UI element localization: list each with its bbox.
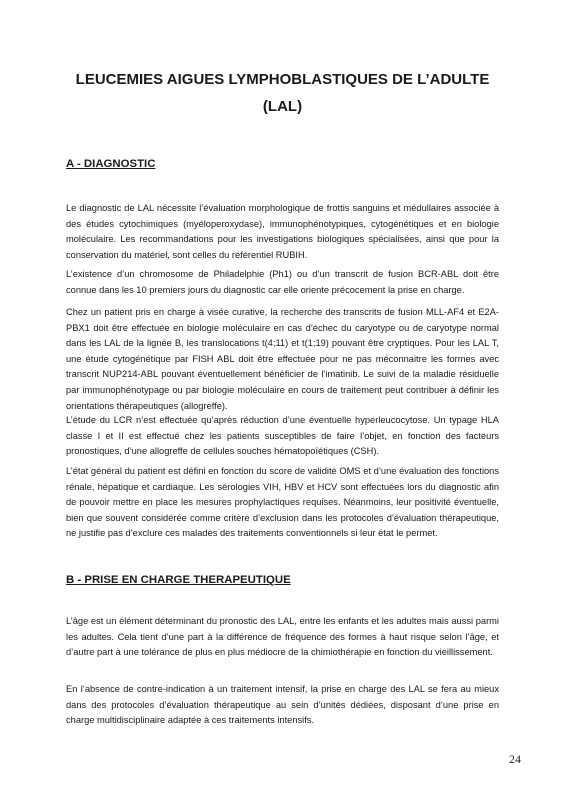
document-title <box>40 66 525 120</box>
paragraph-therapeutique-1: L’âge est un élément déterminant du pronostic des LAL, entre les enfants et les adultes mais aussi parmi les adultes. Cela tient d’une part à la différence de fréquence des formes à haut risque selon l’âge, et d’autre part à une tolérance de plus en plus médiocre de la chimiothérapie en fonction du vieillissement. <box>66 616 499 658</box>
page-number: 24 <box>509 752 521 766</box>
paragraph-diagnostic-4: L’étude du LCR n’est effectuée qu’après réduction d’une éventuelle hyperleucocytose. Un typage HLA classe I et II est effectué chez les patients susceptibles de faire l’objet, en fonction des facteurs pronostiques, d’une allogreffe de cellules souches hématopoïétiques (CSH). <box>66 415 499 457</box>
section-heading-diagnostic: A - DIAGNOSTIC <box>66 158 156 170</box>
paragraph-therapeutique-2: En l’absence de contre-indication à un traitement intensif, la prise en charge des LAL se fera au mieux dans des protocoles d’évaluation thérapeutique au sein d’unités dédiées, disposant d’une prise en charge multidisciplinaire adaptée à ces traitements intensifs. <box>66 684 499 726</box>
paragraph-diagnostic-2: L’existence d’un chromosome de Philadelphie (Ph1) ou d’un transcrit de fusion BCR-ABL doit être connue dans les 10 premiers jours du diagnostic car elle oriente précocement la prise en charge. <box>66 269 499 295</box>
paragraph-diagnostic-5: L’état général du patient est défini en fonction du score de validité OMS et d’une évaluation des fonctions rénale, hépatique et cardiaque. Les sérologies VIH, HBV et HCV sont effectuées lors du diagnostic afin de pouvoir mettre en place les mesures prophylactiques requises. Néanmoins, leur positivité éventuelle, bien que souvent considérée comme critère d’exclusion dans les protocoles d’évaluation thérapeutique, ne justifie pas d’exclure ces malades des traitements conventionnels si leur état le permet. <box>66 466 499 539</box>
paragraph-diagnostic-3: Chez un patient pris en charge à visée curative, la recherche des transcrits de fusion MLL-AF4 et E2A-PBX1 doit être effectuée en biologie moléculaire en cas d’échec du caryotype ou de caryotype normal dans les LAL de la lignée B, les translocations t(4;11) et t(1;19) pouvant être cryptiques. Pour les LAL T, une étude cytogénétique par FISH ABL doit être effectuée pour ne pas méconnaitre les formes avec transcrit NUP214-ABL pouvant éventuellement bénéficier de l’imatinib. Le suivi de la maladie résiduelle par immunophénotypage ou par biologie moléculaire en cours de traitement peut contribuer à définir les orientations thérapeutiques (allogreffe). <box>66 307 499 411</box>
paragraph-diagnostic-1: Le diagnostic de LAL nécessite l’évaluation morphologique de frottis sanguins et médullaires associée à des études cytochimiques (myéloperoxydase), immunophénotypiques, cytogénétiques et en biologie moléculaire. Les recommandations pour les investigations biologiques spécialisées, ainsi que pour la conservation du matériel, sont celles du référentiel RUBIH. <box>66 203 499 260</box>
section-heading-therapeutique: B - PRISE EN CHARGE THERAPEUTIQUE <box>66 574 291 586</box>
title-line-2: (LAL) <box>262 98 303 115</box>
title-line-1: LEUCEMIES AIGUES LYMPHOBLASTIQUES DE L’ADULTE <box>75 71 490 88</box>
